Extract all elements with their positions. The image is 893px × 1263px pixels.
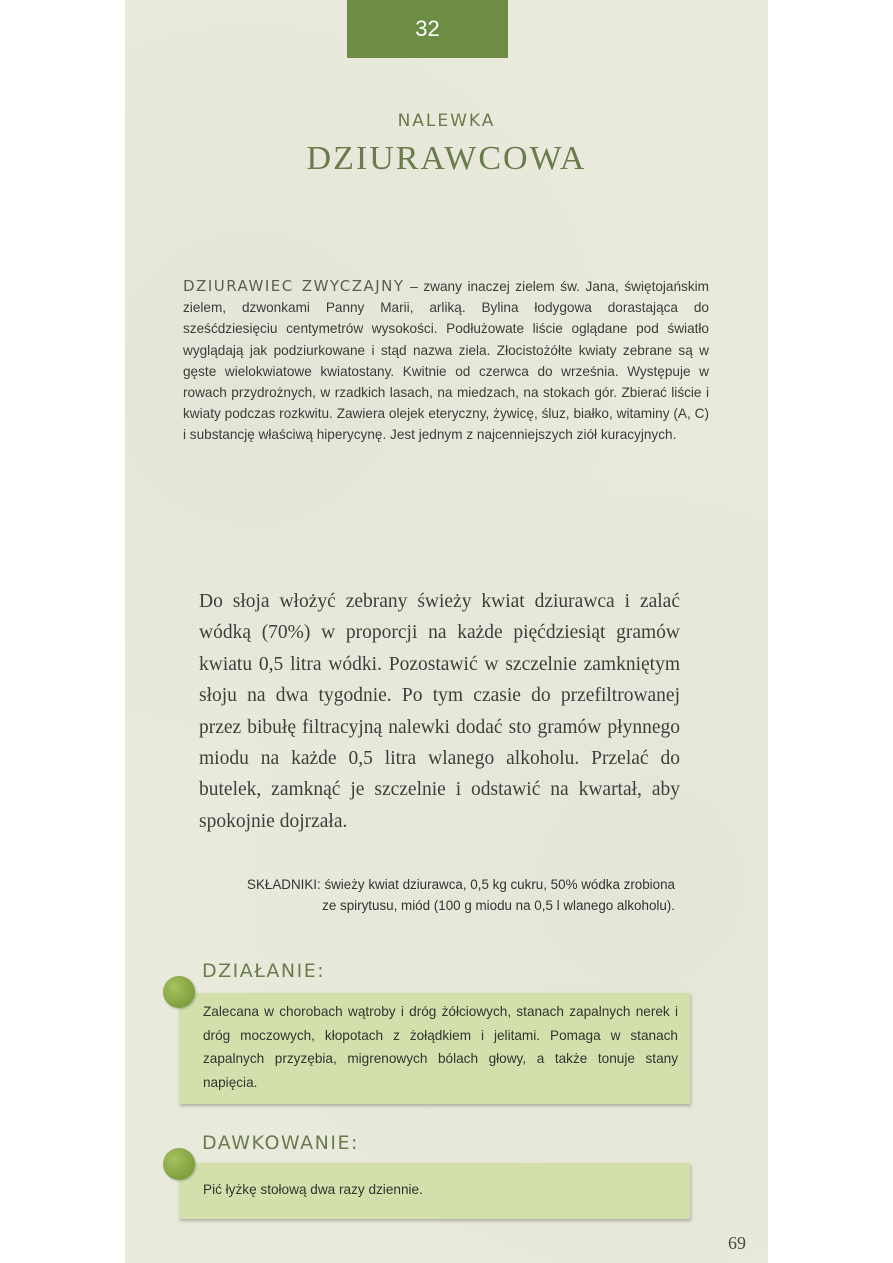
ingredients-text-1: świeży kwiat dziurawca, 0,5 kg cukru, 50% wódka zrobiona	[320, 877, 675, 892]
ingredients-label: SKŁADNIKI:	[247, 877, 321, 892]
ingredients-line-1	[199, 874, 675, 895]
recipe-paragraph: Do słoja włożyć zebrany świeży kwiat dziurawca i zalać wódką (70%) w proporcji na każde pięćdziesiąt gramów kwiatu 0,5 litra wódki. Pozostawić w szczelnie zamkniętym słoju na dwa tygodnie. Po tym czasie do przefiltrowanej przez bibułę filtracyjną nalewki dodać sto gramów płynnego miodu na każde 0,5 litra wlanego alkoholu. Przelać do butelek, zamknąć je szczelnie i odstawić na kwartał, aby spokojnie dojrzała.	[199, 591, 680, 832]
action-heading: DZIAŁANIE:	[202, 960, 326, 982]
page-title: DZIURAWCOWA	[306, 140, 587, 177]
book-page	[125, 0, 768, 1263]
dosage-text: Pić łyżkę stołową dwa razy dziennie.	[203, 1182, 423, 1197]
dosage-bullet-dot	[163, 1148, 195, 1180]
action-text: Zalecana w chorobach wątroby i dróg żółciowych, stanach zapalnych nerek i dróg moczowych, kłopotach z żołądkiem i jelitami. Pomaga w stanach zapalnych przyzębia, migrenowych bólach głowy, a także tonuje stany napięcia.	[203, 1004, 678, 1090]
intro-lead: DZIURAWIEC ZWYCZAJNY	[183, 277, 405, 295]
action-bullet-dot	[163, 976, 195, 1008]
ingredients-block	[199, 874, 675, 916]
ingredients-line-2: ze spirytusu, miód (100 g miodu na 0,5 l wlanego alkoholu).	[322, 898, 675, 913]
title-subtitle: NALEWKA	[397, 111, 496, 131]
recipe-number-badge: 32	[347, 0, 508, 58]
page-folio: 69	[728, 1233, 746, 1253]
intro-text: – zwany inaczej zielem św. Jana, świętojańskim zielem, dzwonkami Panny Marii, arliką. Bylina łodygowa dorastająca do sześćdziesięciu centymetrów wysokości. Podłużowate liście oglądane pod światło wyglądają jak podziurkowane i stąd nazwa ziela. Złocistożółte kwiaty zebrane są w gęste wielokwiatowe kwiatostany. Kwitnie od czerwca do września. Występuje w rowach przydrożnych, w rzadkich lasach, na miedzach, na stokach gór. Zbierać liście i kwiaty podczas rozkwitu. Zawiera olejek eteryczny, żywicę, śluz, białko, witaminy (A, C) i substancję właściwą hiperycynę. Jest jednym z najcenniejszych ziół kuracyjnych.	[183, 279, 709, 443]
intro-paragraph	[183, 276, 709, 446]
dosage-heading: DAWKOWANIE:	[202, 1132, 359, 1154]
